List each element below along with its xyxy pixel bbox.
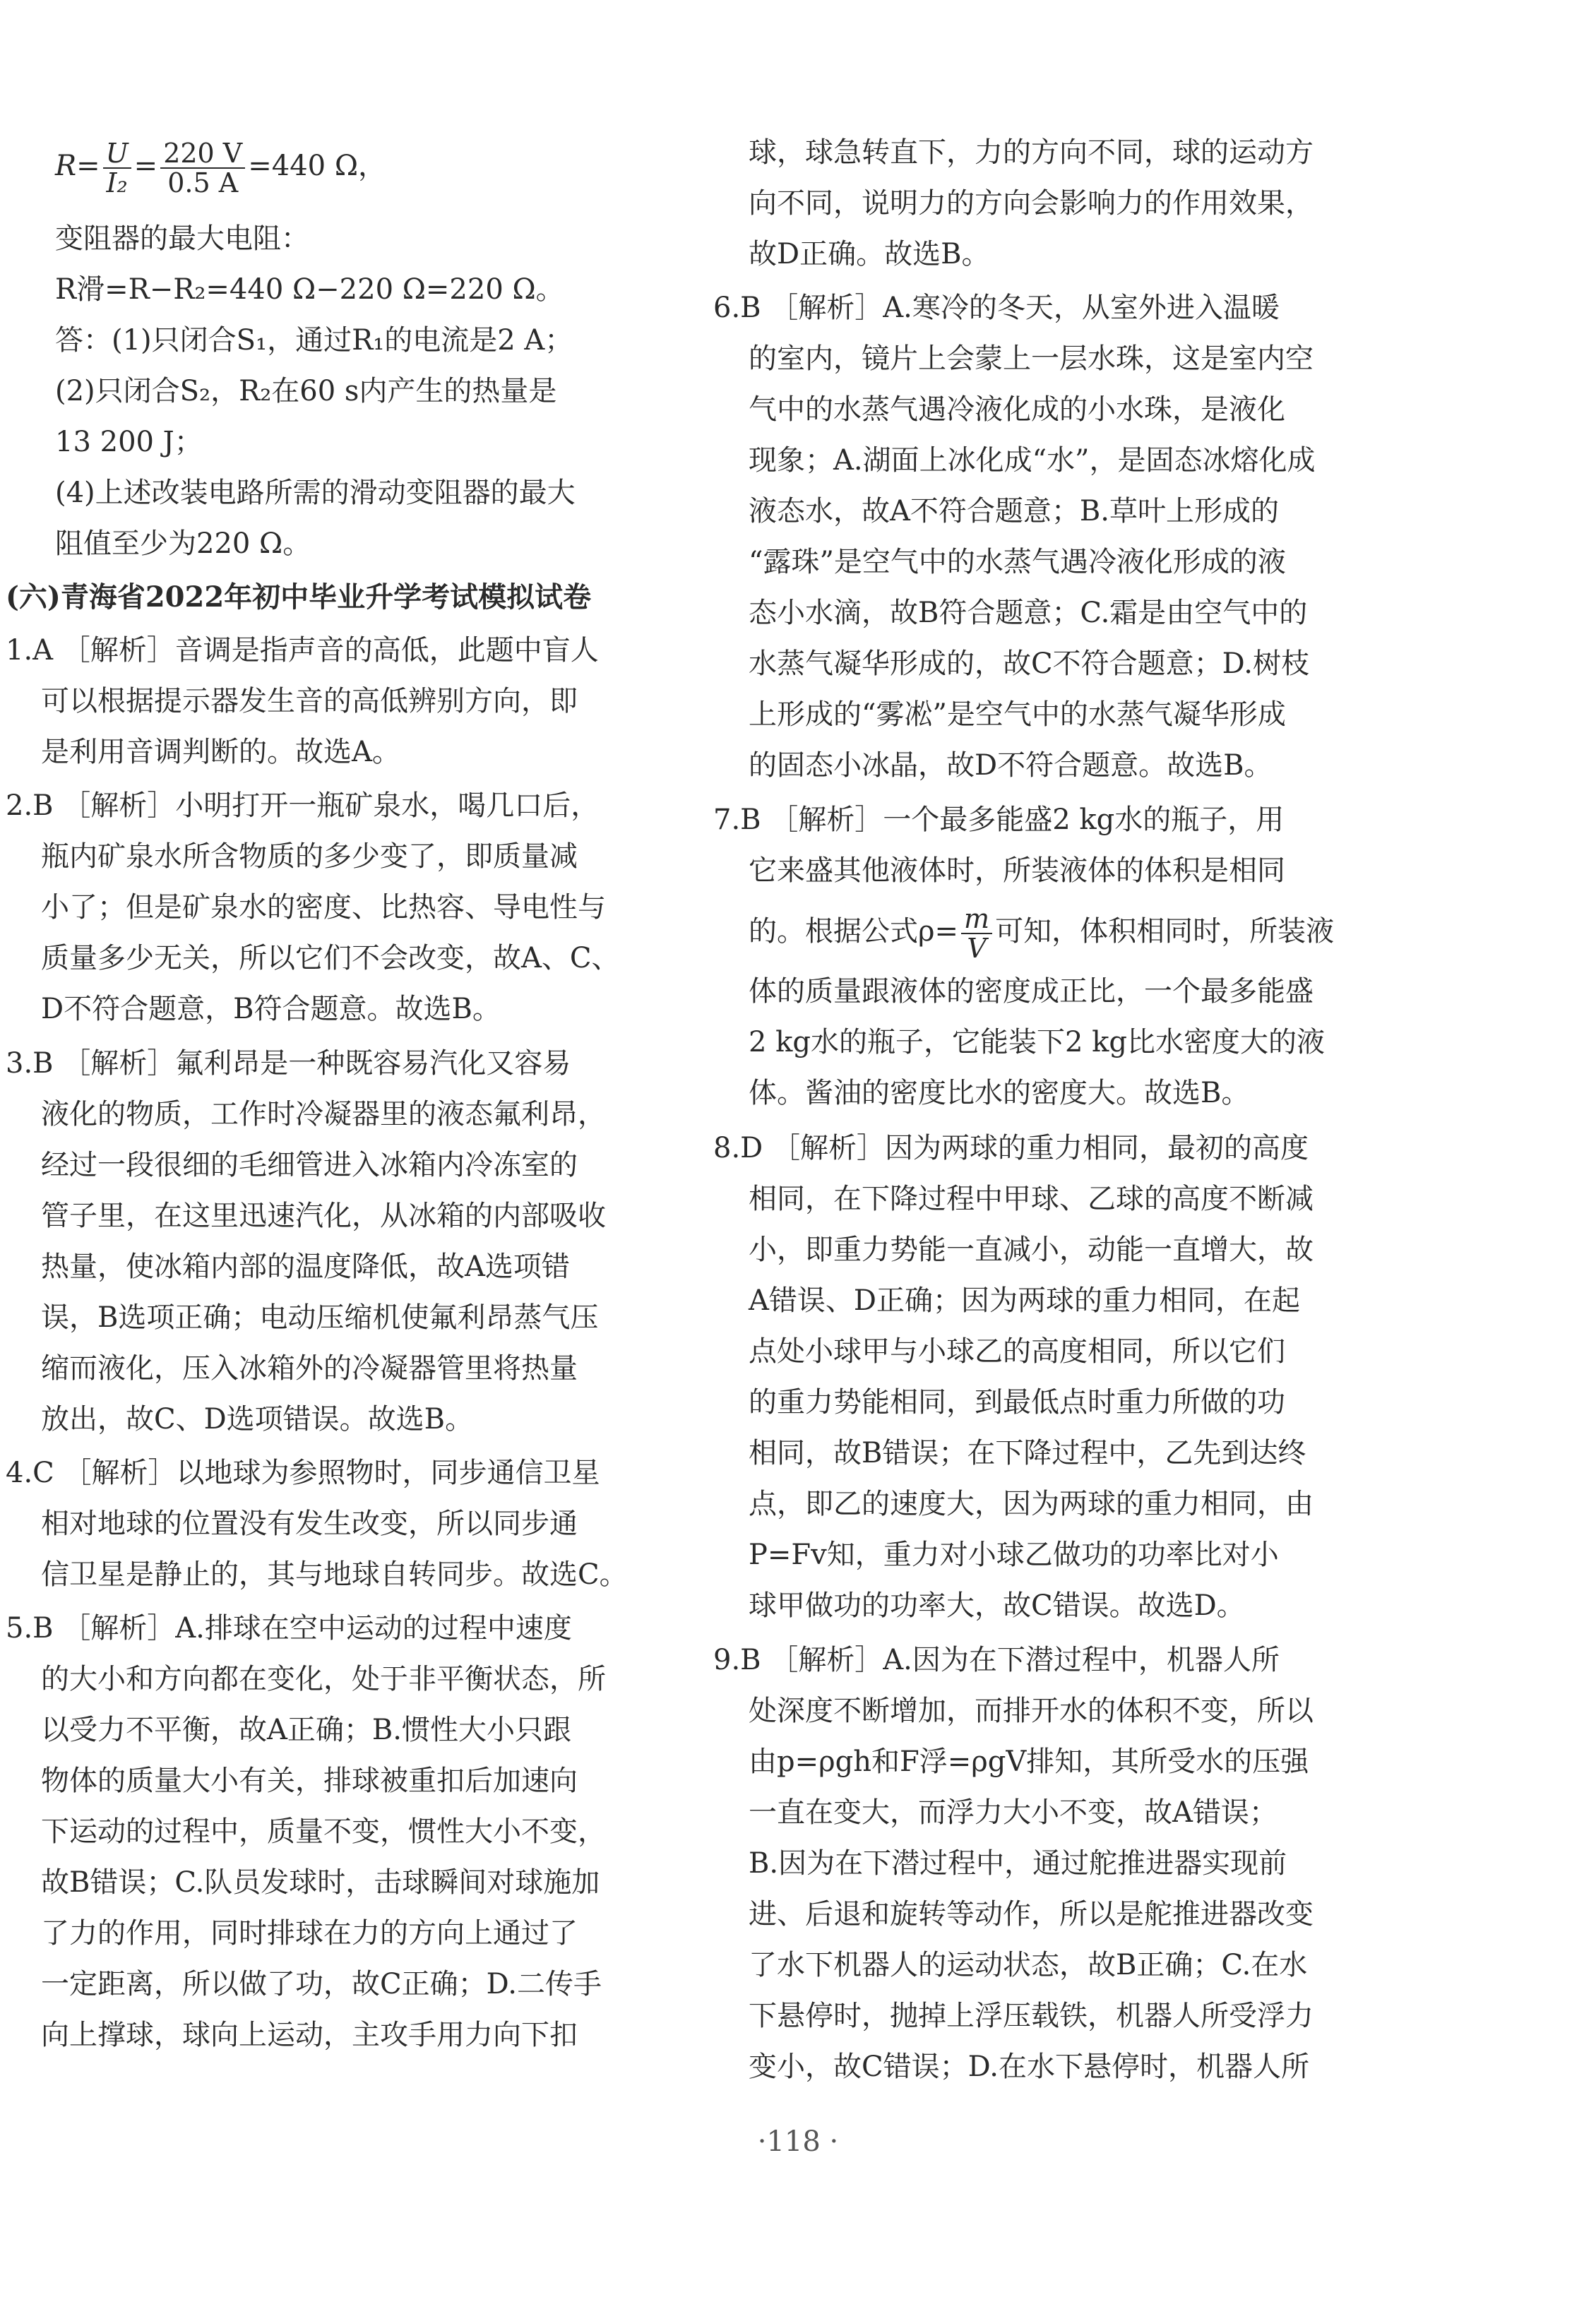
text-line: R滑=R−R₂=440 Ω−220 Ω=220 Ω。	[55, 273, 564, 306]
q6-line: 6.B ［解析］A.寒冷的冬天，从室外进入温暖	[713, 292, 1280, 324]
q8-line: P=Fv知，重力对小球乙做功的功率比对小	[749, 1539, 1279, 1571]
frac-denominator: V	[967, 933, 987, 963]
q3-line: 经过一段很细的毛细管进入冰箱内冷冻室的	[41, 1149, 578, 1181]
q9-line: 一直在变大，而浮力大小不变，故A错误；	[749, 1796, 1278, 1829]
q5-line: 物体的质量大小有关，排球被重扣后加速向	[41, 1765, 578, 1797]
q6-line: 气中的水蒸气遇冷液化成的小水珠，是液化	[749, 393, 1285, 426]
q6-line: 现象；A.湖面上冰化成“水”，是固态冰熔化成	[749, 444, 1316, 477]
q7-line: 体。酱油的密度比水的密度大。故选B。	[749, 1077, 1250, 1109]
q9-line: 由p=ρgh和F浮=ρgV排知，其所受水的压强	[749, 1746, 1309, 1778]
q7-line: 体的质量跟液体的密度成正比，一个最多能盛	[749, 975, 1314, 1008]
q7-line: 它来盛其他液体时，所装液体的体积是相同	[749, 854, 1285, 887]
q8-line: 相同，故B错误；在下降过程中，乙先到达终	[749, 1437, 1306, 1469]
page-number: ·118 ·	[757, 2125, 839, 2158]
q3-line: 液化的物质，工作时冷凝器里的液态氟利昂，	[41, 1098, 606, 1130]
q3-line: 3.B ［解析］氟利昂是一种既容易汽化又容易	[6, 1047, 571, 1080]
q4-line: 相对地球的位置没有发生改变，所以同步通	[41, 1508, 578, 1540]
q3-line: 放出，故C、D选项错误。故选B。	[41, 1403, 474, 1436]
q5-line: 向上撑球，球向上运动，主攻手用力向下扣	[41, 2019, 578, 2051]
frac-numerator: 220 V	[160, 139, 245, 169]
frac-denominator: 0.5 A	[167, 167, 239, 198]
q2-line: 质量多少无关，所以它们不会改变，故A、C、	[41, 942, 620, 974]
q2-line: 小了；但是矿泉水的密度、比热容、导电性与	[41, 891, 606, 924]
q8-line: A错误、D正确；因为两球的重力相同，在起	[749, 1284, 1300, 1317]
q5-line: 一定距离，所以做了功，故C正确；D.二传手	[41, 1968, 602, 2000]
section-title: (六)青海省2022年初中毕业升学考试模拟试卷	[6, 580, 592, 614]
q3-line: 误，B选项正确；电动压缩机使氟利昂蒸气压	[41, 1301, 599, 1334]
q8-line: 相同，在下降过程中甲球、乙球的高度不断减	[749, 1183, 1314, 1215]
q5-cont-line: 向不同，说明力的方向会影响力的作用效果，	[749, 187, 1314, 220]
q9-line: 处深度不断增加，而排开水的体积不变，所以	[749, 1695, 1314, 1727]
q9-line: 下悬停时，抛掉上浮压载铁，机器人所受浮力	[749, 2000, 1314, 2032]
text-line: 13 200 J；	[55, 426, 203, 458]
formula-rhs: =440 Ω，	[248, 150, 386, 182]
q5-line: 了力的作用，同时排球在力的方向上通过了	[41, 1917, 578, 1950]
q2-line: 2.B ［解析］小明打开一瓶矿泉水，喝几口后，	[6, 789, 600, 822]
q2-line: D不符合题意，B符合题意。故选B。	[41, 993, 501, 1025]
text-line: (2)只闭合S₂，R₂在60 s内产生的热量是	[55, 375, 557, 407]
q7-line: 7.B ［解析］一个最多能盛2 kg水的瓶子，用	[713, 804, 1285, 836]
fraction-u-over-i2	[103, 139, 131, 197]
q5-line: 故B错误；C.队员发球时，击球瞬间对球施加	[41, 1866, 600, 1899]
frac-numerator: m	[961, 905, 992, 934]
q6-line: 态小水滴，故B符合题意；C.霜是由空气中的	[749, 597, 1308, 629]
q3-line: 热量，使冰箱内部的温度降低，故A选项错	[41, 1251, 570, 1283]
q6-line: 上形成的“雾凇”是空气中的水蒸气凝华形成	[749, 698, 1286, 731]
q9-line: 变小，故C错误；D.在水下悬停时，机器人所	[749, 2051, 1309, 2083]
frac-denominator: I₂	[106, 167, 128, 198]
q6-line: 水蒸气凝华形成的，故C不符合题意；D.树枝	[749, 648, 1309, 680]
q9-line: 进、后退和旋转等动作，所以是舵推进器改变	[749, 1898, 1314, 1931]
q9-line: 了水下机器人的运动状态，故B正确；C.在水	[749, 1949, 1308, 1981]
q5-cont-line: 球，球急转直下，力的方向不同，球的运动方	[749, 136, 1314, 169]
q9-line: B.因为在下潜过程中，通过舵推进器实现前	[749, 1847, 1287, 1880]
q6-line: 的室内，镜片上会蒙上一层水珠，这是室内空	[749, 342, 1314, 375]
q7-formula-line	[713, 900, 1391, 963]
formula-lhs: R=	[55, 150, 100, 182]
q4-line: 4.C ［解析］以地球为参照物时，同步通信卫星	[6, 1457, 600, 1489]
text-line: 答：(1)只闭合S₁，通过R₁的电流是2 A；	[55, 324, 573, 357]
q8-line: 球甲做功的功率大，故C错误。故选D。	[749, 1589, 1245, 1622]
q5-line: 5.B ［解析］A.排球在空中运动的过程中速度	[6, 1612, 572, 1645]
formula-resistance	[6, 134, 684, 198]
q5-cont-line: 故D正确。故选B。	[749, 238, 990, 270]
q8-line: 点处小球甲与小球乙的高度相同，所以它们	[749, 1335, 1285, 1368]
q3-line: 管子里，在这里迅速汽化，从冰箱的内部吸收	[41, 1200, 606, 1232]
q8-line: 点，即乙的速度大，因为两球的重力相同，由	[749, 1488, 1314, 1520]
q6-line: “露珠”是空气中的水蒸气遇冷液化形成的液	[749, 546, 1286, 578]
text-line: (4)上述改装电路所需的滑动变阻器的最大	[55, 477, 576, 509]
q6-line: 液态水，故A不符合题意；B.草叶上形成的	[749, 495, 1279, 527]
q7-formula-post: 可知，体积相同时，所装液	[995, 915, 1335, 948]
frac-numerator: U	[103, 139, 131, 169]
fraction-values	[160, 139, 245, 197]
q8-line: 小，即重力势能一直减小，动能一直增大，故	[749, 1234, 1314, 1266]
q6-line: 的固态小冰晶，故D不符合题意。故选B。	[749, 749, 1273, 782]
q3-line: 缩而液化，压入冰箱外的冷凝器管里将热量	[41, 1352, 578, 1385]
q8-line: 的重力势能相同，到最低点时重力所做的功	[749, 1386, 1285, 1419]
q5-line: 以受力不平衡，故A正确；B.惯性大小只跟	[41, 1714, 571, 1746]
q5-line: 的大小和方向都在变化，处于非平衡状态，所	[41, 1663, 606, 1695]
text-line: 阻值至少为220 Ω。	[55, 527, 311, 560]
q7-line: 2 kg水的瓶子，它能装下2 kg比水密度大的液	[749, 1026, 1326, 1058]
q7-formula-pre: 的。根据公式ρ=	[749, 915, 959, 948]
q1-line: 1.A ［解析］音调是指声音的高低，此题中盲人	[6, 634, 599, 667]
fraction-m-over-v	[961, 905, 992, 962]
q9-line: 9.B ［解析］A.因为在下潜过程中，机器人所	[713, 1644, 1280, 1676]
formula-eq: =	[133, 150, 158, 182]
q8-line: 8.D ［解析］因为两球的重力相同，最初的高度	[713, 1132, 1309, 1164]
q1-line: 是利用音调判断的。故选A。	[41, 736, 400, 768]
text-line: 变阻器的最大电阻：	[55, 222, 309, 255]
q4-line: 信卫星是静止的，其与地球自转同步。故选C。	[41, 1558, 628, 1591]
q1-line: 可以根据提示器发生音的高低辨别方向，即	[41, 685, 578, 717]
q5-line: 下运动的过程中，质量不变，惯性大小不变，	[41, 1815, 606, 1848]
q2-line: 瓶内矿泉水所含物质的多少变了，即质量减	[41, 840, 578, 873]
